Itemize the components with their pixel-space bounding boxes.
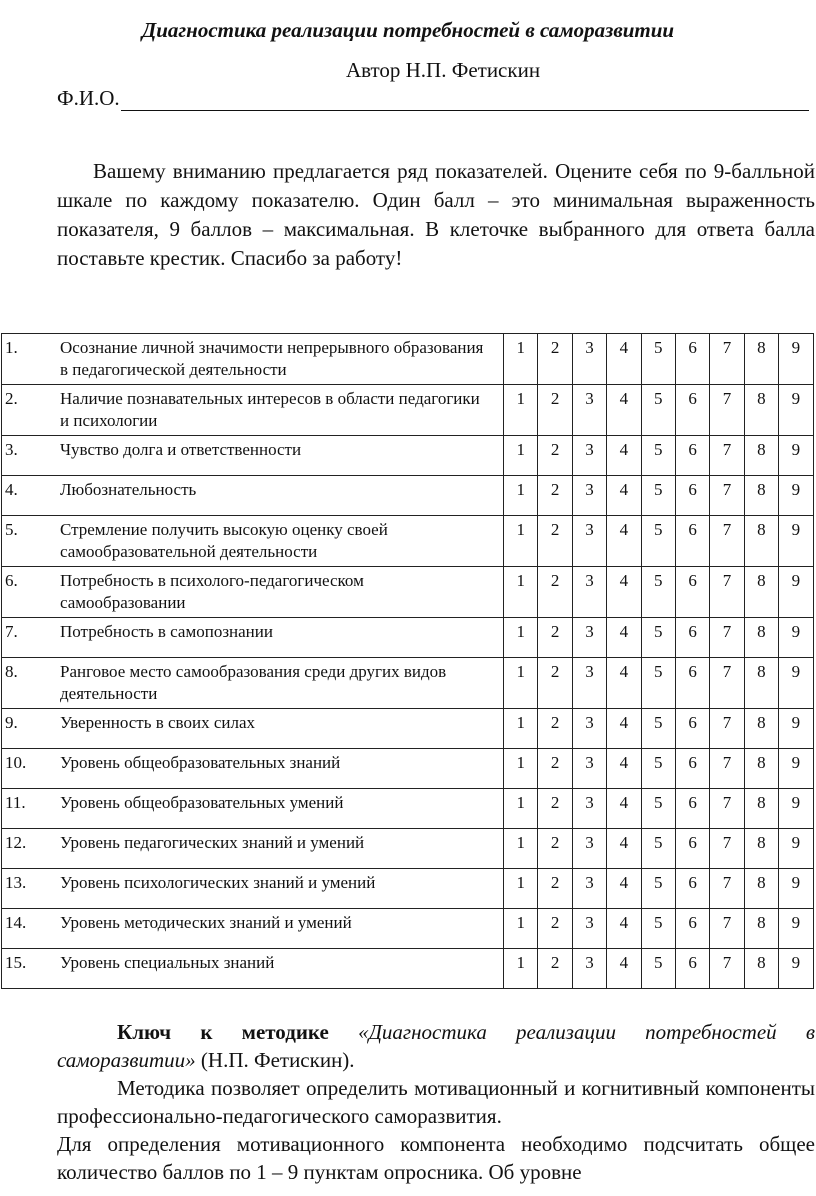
score-cell[interactable]: 9 bbox=[779, 709, 813, 749]
score-cell[interactable]: 2 bbox=[538, 658, 572, 709]
item-text: Уровень общеобразовательных знаний bbox=[60, 753, 341, 772]
score-cell[interactable]: 1 bbox=[504, 789, 538, 829]
score-cell[interactable]: 4 bbox=[607, 516, 641, 567]
score-cell[interactable]: 5 bbox=[641, 436, 675, 476]
score-cell[interactable]: 8 bbox=[744, 476, 778, 516]
item-number: 14. bbox=[5, 913, 27, 932]
score-cell[interactable]: 5 bbox=[641, 869, 675, 909]
score-cell[interactable]: 8 bbox=[744, 334, 778, 385]
score-cell[interactable]: 4 bbox=[607, 385, 641, 436]
item-cell bbox=[2, 949, 504, 989]
item-cell bbox=[2, 334, 504, 385]
score-cell[interactable]: 6 bbox=[675, 789, 709, 829]
score-cell[interactable]: 7 bbox=[710, 869, 744, 909]
score-cell[interactable]: 2 bbox=[538, 949, 572, 989]
score-cell[interactable]: 3 bbox=[572, 789, 606, 829]
score-cell[interactable]: 9 bbox=[779, 949, 813, 989]
item-text: Уровень специальных знаний bbox=[60, 953, 275, 972]
score-cell[interactable]: 1 bbox=[504, 476, 538, 516]
survey-row bbox=[2, 829, 814, 869]
score-cell[interactable]: 1 bbox=[504, 909, 538, 949]
score-cell[interactable]: 7 bbox=[710, 334, 744, 385]
item-number: 5. bbox=[5, 520, 18, 539]
item-number: 9. bbox=[5, 713, 18, 732]
instructions-paragraph: Вашему вниманию предлагается ряд показателей. Оцените себя по 9-балльной шкале по каждому показателю. Один балл – это минимальная выраженность показателя, 9 баллов – максимальная. В клеточке выбранного для ответа балла поставьте крестик. Спасибо за работу! bbox=[57, 159, 815, 270]
key-heading: Ключ к методике bbox=[117, 1020, 329, 1044]
item-text: Чувство долга и ответственности bbox=[60, 440, 302, 459]
score-cell[interactable]: 8 bbox=[744, 709, 778, 749]
score-cell[interactable]: 4 bbox=[607, 618, 641, 658]
score-cell[interactable]: 4 bbox=[607, 334, 641, 385]
score-cell[interactable]: 8 bbox=[744, 789, 778, 829]
score-cell[interactable]: 4 bbox=[607, 567, 641, 618]
item-cell bbox=[2, 567, 504, 618]
score-cell[interactable]: 3 bbox=[572, 436, 606, 476]
score-cell[interactable]: 6 bbox=[675, 567, 709, 618]
score-cell[interactable]: 3 bbox=[572, 516, 606, 567]
score-cell[interactable]: 3 bbox=[572, 869, 606, 909]
item-number: 11. bbox=[5, 793, 26, 812]
score-cell[interactable]: 7 bbox=[710, 658, 744, 709]
item-number: 13. bbox=[5, 873, 27, 892]
item-number: 2. bbox=[5, 389, 18, 408]
score-cell[interactable]: 7 bbox=[710, 618, 744, 658]
item-number: 8. bbox=[5, 662, 18, 681]
score-cell[interactable]: 2 bbox=[538, 709, 572, 749]
score-cell[interactable]: 5 bbox=[641, 658, 675, 709]
item-cell bbox=[2, 436, 504, 476]
score-cell[interactable]: 3 bbox=[572, 658, 606, 709]
item-cell bbox=[2, 618, 504, 658]
item-text: Уровень педагогических знаний и умений bbox=[60, 833, 365, 852]
score-cell[interactable]: 5 bbox=[641, 789, 675, 829]
item-cell bbox=[2, 516, 504, 567]
key-method-title: «Диагностика реализации потребностей в саморазвитии» bbox=[57, 1020, 815, 1072]
score-cell[interactable]: 6 bbox=[675, 749, 709, 789]
score-cell[interactable]: 1 bbox=[504, 949, 538, 989]
author-line: Автор Н.П. Фетискин bbox=[345, 58, 541, 82]
score-cell[interactable]: 5 bbox=[641, 385, 675, 436]
survey-row bbox=[2, 949, 814, 989]
score-cell[interactable]: 9 bbox=[779, 334, 813, 385]
survey-row bbox=[2, 436, 814, 476]
score-cell[interactable]: 6 bbox=[675, 516, 709, 567]
score-cell[interactable]: 4 bbox=[607, 869, 641, 909]
survey-row bbox=[2, 618, 814, 658]
score-cell[interactable]: 5 bbox=[641, 829, 675, 869]
score-cell[interactable]: 3 bbox=[572, 567, 606, 618]
survey-row bbox=[2, 709, 814, 749]
item-text: Стремление получить высокую оценку своей самообразовательной деятельности bbox=[60, 520, 388, 561]
score-cell[interactable]: 5 bbox=[641, 618, 675, 658]
score-cell[interactable]: 8 bbox=[744, 829, 778, 869]
score-cell[interactable]: 4 bbox=[607, 476, 641, 516]
score-cell[interactable]: 9 bbox=[779, 658, 813, 709]
score-cell[interactable]: 7 bbox=[710, 789, 744, 829]
score-cell[interactable]: 7 bbox=[710, 829, 744, 869]
score-cell[interactable]: 2 bbox=[538, 436, 572, 476]
survey-table bbox=[1, 333, 814, 989]
score-cell[interactable]: 2 bbox=[538, 869, 572, 909]
score-cell[interactable]: 5 bbox=[641, 749, 675, 789]
score-cell[interactable]: 6 bbox=[675, 385, 709, 436]
score-cell[interactable]: 7 bbox=[710, 709, 744, 749]
item-cell bbox=[2, 829, 504, 869]
score-cell[interactable]: 2 bbox=[538, 789, 572, 829]
score-cell[interactable]: 5 bbox=[641, 476, 675, 516]
item-cell bbox=[2, 789, 504, 829]
key-paragraph-2: Методика позволяет определить мотивационный и когнитивный компоненты профессионально-педагогического саморазвития. bbox=[57, 1076, 815, 1128]
score-cell[interactable]: 1 bbox=[504, 436, 538, 476]
item-cell bbox=[2, 909, 504, 949]
item-number: 6. bbox=[5, 571, 18, 590]
score-cell[interactable]: 7 bbox=[710, 949, 744, 989]
survey-row bbox=[2, 658, 814, 709]
score-cell[interactable]: 2 bbox=[538, 385, 572, 436]
score-cell[interactable]: 1 bbox=[504, 658, 538, 709]
score-cell[interactable]: 1 bbox=[504, 618, 538, 658]
score-cell[interactable]: 8 bbox=[744, 618, 778, 658]
score-cell[interactable]: 1 bbox=[504, 516, 538, 567]
score-cell[interactable]: 2 bbox=[538, 567, 572, 618]
score-cell[interactable]: 6 bbox=[675, 618, 709, 658]
score-cell[interactable]: 9 bbox=[779, 749, 813, 789]
score-cell[interactable]: 2 bbox=[538, 476, 572, 516]
score-cell[interactable]: 3 bbox=[572, 709, 606, 749]
score-cell[interactable]: 6 bbox=[675, 476, 709, 516]
score-cell[interactable]: 1 bbox=[504, 385, 538, 436]
score-cell[interactable]: 6 bbox=[675, 909, 709, 949]
score-cell[interactable]: 7 bbox=[710, 749, 744, 789]
score-cell[interactable]: 9 bbox=[779, 789, 813, 829]
score-cell[interactable]: 9 bbox=[779, 829, 813, 869]
fio-label: Ф.И.О. bbox=[57, 86, 120, 110]
score-cell[interactable]: 8 bbox=[744, 658, 778, 709]
score-cell[interactable]: 8 bbox=[744, 516, 778, 567]
score-cell[interactable]: 7 bbox=[710, 385, 744, 436]
score-cell[interactable]: 6 bbox=[675, 709, 709, 749]
score-cell[interactable]: 6 bbox=[675, 829, 709, 869]
item-text: Потребность в самопознании bbox=[60, 622, 273, 641]
score-cell[interactable]: 1 bbox=[504, 709, 538, 749]
score-cell[interactable]: 9 bbox=[779, 516, 813, 567]
score-cell[interactable]: 2 bbox=[538, 829, 572, 869]
item-text: Потребность в психолого-педагогическом самообразовании bbox=[60, 571, 364, 612]
item-number: 4. bbox=[5, 480, 18, 499]
score-cell[interactable]: 4 bbox=[607, 829, 641, 869]
score-cell[interactable]: 7 bbox=[710, 516, 744, 567]
score-cell[interactable]: 4 bbox=[607, 949, 641, 989]
score-cell[interactable]: 6 bbox=[675, 334, 709, 385]
score-cell[interactable]: 3 bbox=[572, 829, 606, 869]
score-cell[interactable]: 9 bbox=[779, 909, 813, 949]
score-cell[interactable]: 1 bbox=[504, 749, 538, 789]
score-cell[interactable]: 8 bbox=[744, 909, 778, 949]
score-cell[interactable]: 2 bbox=[538, 749, 572, 789]
key-section bbox=[57, 1018, 815, 1186]
score-cell[interactable]: 9 bbox=[779, 618, 813, 658]
item-text: Наличие познавательных интересов в области педагогики и психологии bbox=[60, 389, 480, 430]
score-cell[interactable]: 9 bbox=[779, 436, 813, 476]
score-cell[interactable]: 6 bbox=[675, 869, 709, 909]
item-text: Осознание личной значимости непрерывного образования в педагогической деятельности bbox=[60, 338, 484, 379]
item-number: 12. bbox=[5, 833, 27, 852]
survey-row bbox=[2, 789, 814, 829]
fio-field[interactable] bbox=[57, 86, 809, 111]
item-number: 10. bbox=[5, 753, 27, 772]
score-cell[interactable]: 9 bbox=[779, 567, 813, 618]
item-number: 15. bbox=[5, 953, 27, 972]
score-cell[interactable]: 8 bbox=[744, 436, 778, 476]
document-title: Диагностика реализации потребностей в саморазвитии bbox=[141, 18, 675, 42]
score-cell[interactable]: 5 bbox=[641, 709, 675, 749]
score-cell[interactable]: 4 bbox=[607, 658, 641, 709]
score-cell[interactable]: 5 bbox=[641, 334, 675, 385]
fio-blank-line[interactable] bbox=[121, 90, 809, 111]
score-cell[interactable]: 3 bbox=[572, 334, 606, 385]
item-number: 1. bbox=[5, 338, 18, 357]
score-cell[interactable]: 2 bbox=[538, 618, 572, 658]
score-cell[interactable]: 9 bbox=[779, 385, 813, 436]
score-cell[interactable]: 4 bbox=[607, 436, 641, 476]
score-cell[interactable]: 8 bbox=[744, 749, 778, 789]
score-cell[interactable]: 4 bbox=[607, 709, 641, 749]
score-cell[interactable]: 4 bbox=[607, 909, 641, 949]
score-cell[interactable]: 9 bbox=[779, 869, 813, 909]
score-cell[interactable]: 1 bbox=[504, 334, 538, 385]
item-cell bbox=[2, 476, 504, 516]
item-text: Уровень психологических знаний и умений bbox=[60, 873, 376, 892]
item-number: 7. bbox=[5, 622, 18, 641]
score-cell[interactable]: 3 bbox=[572, 385, 606, 436]
survey-row bbox=[2, 909, 814, 949]
item-text: Уровень методических знаний и умений bbox=[60, 913, 352, 932]
score-cell[interactable]: 8 bbox=[744, 869, 778, 909]
key-paragraph-3: Для определения мотивационного компонента необходимо подсчитать общее количество баллов по 1 – 9 пунктам опросника. Об уровне bbox=[57, 1132, 815, 1184]
score-cell[interactable]: 8 bbox=[744, 385, 778, 436]
score-cell[interactable]: 9 bbox=[779, 476, 813, 516]
score-cell[interactable]: 6 bbox=[675, 658, 709, 709]
item-cell bbox=[2, 658, 504, 709]
score-cell[interactable]: 2 bbox=[538, 334, 572, 385]
score-cell[interactable]: 7 bbox=[710, 476, 744, 516]
score-cell[interactable]: 3 bbox=[572, 949, 606, 989]
score-cell[interactable]: 3 bbox=[572, 476, 606, 516]
score-cell[interactable]: 1 bbox=[504, 567, 538, 618]
key-paragraph-1 bbox=[57, 1018, 815, 1074]
survey-row bbox=[2, 567, 814, 618]
score-cell[interactable]: 3 bbox=[572, 909, 606, 949]
score-cell[interactable]: 5 bbox=[641, 909, 675, 949]
score-cell[interactable]: 7 bbox=[710, 567, 744, 618]
survey-row bbox=[2, 749, 814, 789]
survey-row bbox=[2, 334, 814, 385]
item-text: Ранговое место самообразования среди других видов деятельности bbox=[60, 662, 447, 703]
survey-row bbox=[2, 869, 814, 909]
score-cell[interactable]: 2 bbox=[538, 516, 572, 567]
survey-row bbox=[2, 476, 814, 516]
score-cell[interactable]: 5 bbox=[641, 567, 675, 618]
score-cell[interactable]: 8 bbox=[744, 567, 778, 618]
score-cell[interactable]: 3 bbox=[572, 618, 606, 658]
survey-row bbox=[2, 385, 814, 436]
item-cell bbox=[2, 749, 504, 789]
survey-row bbox=[2, 516, 814, 567]
score-cell[interactable]: 1 bbox=[504, 869, 538, 909]
item-text: Уровень общеобразовательных умений bbox=[60, 793, 344, 812]
score-cell[interactable]: 7 bbox=[710, 909, 744, 949]
score-cell[interactable]: 3 bbox=[572, 749, 606, 789]
score-cell[interactable]: 6 bbox=[675, 436, 709, 476]
score-cell[interactable]: 2 bbox=[538, 909, 572, 949]
item-cell bbox=[2, 385, 504, 436]
score-cell[interactable]: 4 bbox=[607, 749, 641, 789]
item-text: Любознательность bbox=[60, 480, 197, 499]
score-cell[interactable]: 4 bbox=[607, 789, 641, 829]
item-cell bbox=[2, 709, 504, 749]
item-text: Уверенность в своих силах bbox=[60, 713, 255, 732]
score-cell[interactable]: 8 bbox=[744, 949, 778, 989]
item-number: 3. bbox=[5, 440, 18, 459]
score-cell[interactable]: 7 bbox=[710, 436, 744, 476]
score-cell[interactable]: 5 bbox=[641, 516, 675, 567]
item-cell bbox=[2, 869, 504, 909]
score-cell[interactable]: 1 bbox=[504, 829, 538, 869]
key-author-ref: (Н.П. Фетискин). bbox=[200, 1048, 355, 1072]
score-cell[interactable]: 5 bbox=[641, 949, 675, 989]
score-cell[interactable]: 6 bbox=[675, 949, 709, 989]
